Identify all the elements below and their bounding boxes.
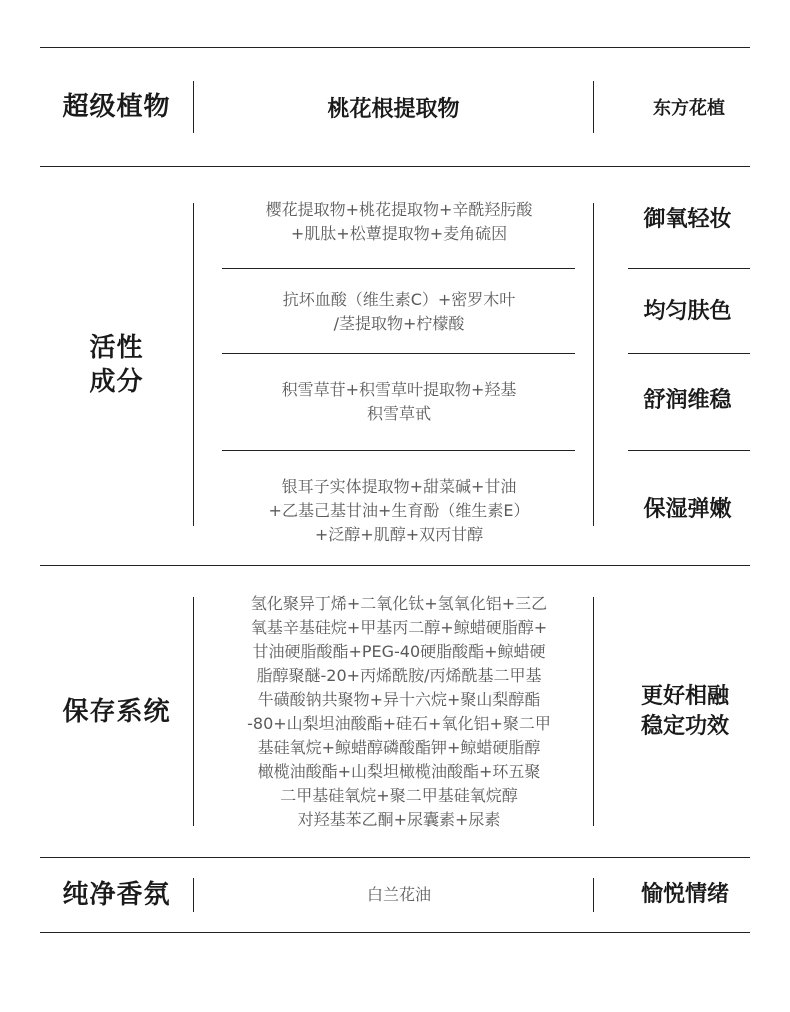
divider-active [40, 565, 750, 566]
ingredient-line: +乙基己基甘油+生育酚（维生素E） [268, 501, 530, 520]
ingredient-line: 二甲基硅氧烷+聚二甲基硅氧烷醇 [280, 786, 518, 805]
fragrance-category: 纯净香氛 [62, 880, 171, 910]
divider-preservation [40, 857, 750, 858]
divider-bottom [40, 932, 750, 933]
ingredient-line: 樱花提取物+桃花提取物+辛酰羟肟酸 [265, 200, 533, 219]
ingredient-line: 基硅氧烷+鲸蜡醇磷酸酯钾+鲸蜡硬脂醇 [257, 738, 541, 757]
divider-active-row-3-benefit [628, 450, 750, 451]
ingredient-line: 对羟基苯乙酮+尿囊素+尿素 [297, 810, 501, 829]
divider-header [40, 166, 750, 167]
divider-active-row-2-ingredient [222, 353, 575, 354]
ingredient-line: 牛磺酸钠共聚物+异十六烷+聚山梨醇酯 [257, 690, 541, 709]
active-category-line2: 成分 [89, 366, 144, 397]
preservation-benefit [610, 680, 760, 744]
preservation-ingredients [200, 590, 598, 834]
ingredient-line: /茎提取物+柠檬酸 [333, 314, 465, 333]
active-row-3-benefit: 舒润维稳 [643, 388, 732, 413]
ingredient-line: 橄榄油酸酯+山梨坦橄榄油酸酯+环五聚 [257, 762, 541, 781]
divider-active-row-1-benefit [628, 268, 750, 269]
fragrance-benefit: 愉悦情绪 [640, 882, 729, 907]
active-row-2-ingredients [210, 282, 588, 342]
active-category-line1: 活性 [89, 332, 144, 363]
active-row-4-benefit: 保湿弹嫩 [643, 497, 732, 522]
ingredient-line: 积雪草苷+积雪草叶提取物+羟基 [281, 380, 517, 399]
active-row-4-ingredients [210, 473, 588, 549]
ingredient-line: 抗坏血酸（维生素C）+密罗木叶 [282, 290, 516, 309]
ingredient-line: +肌肽+松蕈提取物+麦角硫因 [290, 224, 508, 243]
header-category: 超级植物 [62, 92, 171, 122]
divider-active-row-2-benefit [628, 353, 750, 354]
ingredient-line: 银耳子实体提取物+甜菜碱+甘油 [281, 477, 517, 496]
vdivider-active-left [193, 203, 194, 526]
active-row-2-benefit: 均匀肤色 [643, 299, 732, 324]
ingredient-line: -80+山梨坦油酸酯+硅石+氧化铝+聚二甲 [247, 714, 551, 733]
ingredient-line: +泛醇+肌醇+双丙甘醇 [314, 525, 484, 544]
vdivider-active-right [593, 203, 594, 526]
active-row-1-benefit: 御氧轻妆 [643, 207, 732, 232]
preservation-benefit-line1: 更好相融 [640, 684, 729, 709]
active-row-3-ingredients [210, 372, 588, 432]
preservation-benefit-line2: 稳定功效 [640, 714, 729, 739]
ingredient-line: 积雪草甙 [366, 404, 431, 423]
header-brand: 东方花植 [653, 98, 725, 119]
ingredient-line: 甘油硬脂酸酯+PEG-40硬脂酸酯+鲸蜡硬 [252, 642, 546, 661]
vdivider-preservation-left [193, 597, 194, 826]
divider-active-row-3-ingredient [222, 450, 575, 451]
preservation-category: 保存系统 [62, 696, 171, 727]
divider-active-row-1-ingredient [222, 268, 575, 269]
fragrance-ingredient: 白兰花油 [366, 885, 431, 904]
header-ingredient: 桃花根提取物 [327, 96, 460, 122]
divider-top [40, 47, 750, 48]
ingredient-line: 脂醇聚醚-20+丙烯酰胺/丙烯酰基二甲基 [256, 666, 542, 685]
active-category [40, 203, 193, 526]
ingredient-line: 氢化聚异丁烯+二氧化钛+氢氧化铝+三乙 [250, 594, 548, 613]
active-row-1-ingredients [210, 192, 588, 252]
ingredient-line: 氧基辛基硅烷+甲基丙二醇+鲸蜡硬脂醇+ [250, 618, 548, 637]
